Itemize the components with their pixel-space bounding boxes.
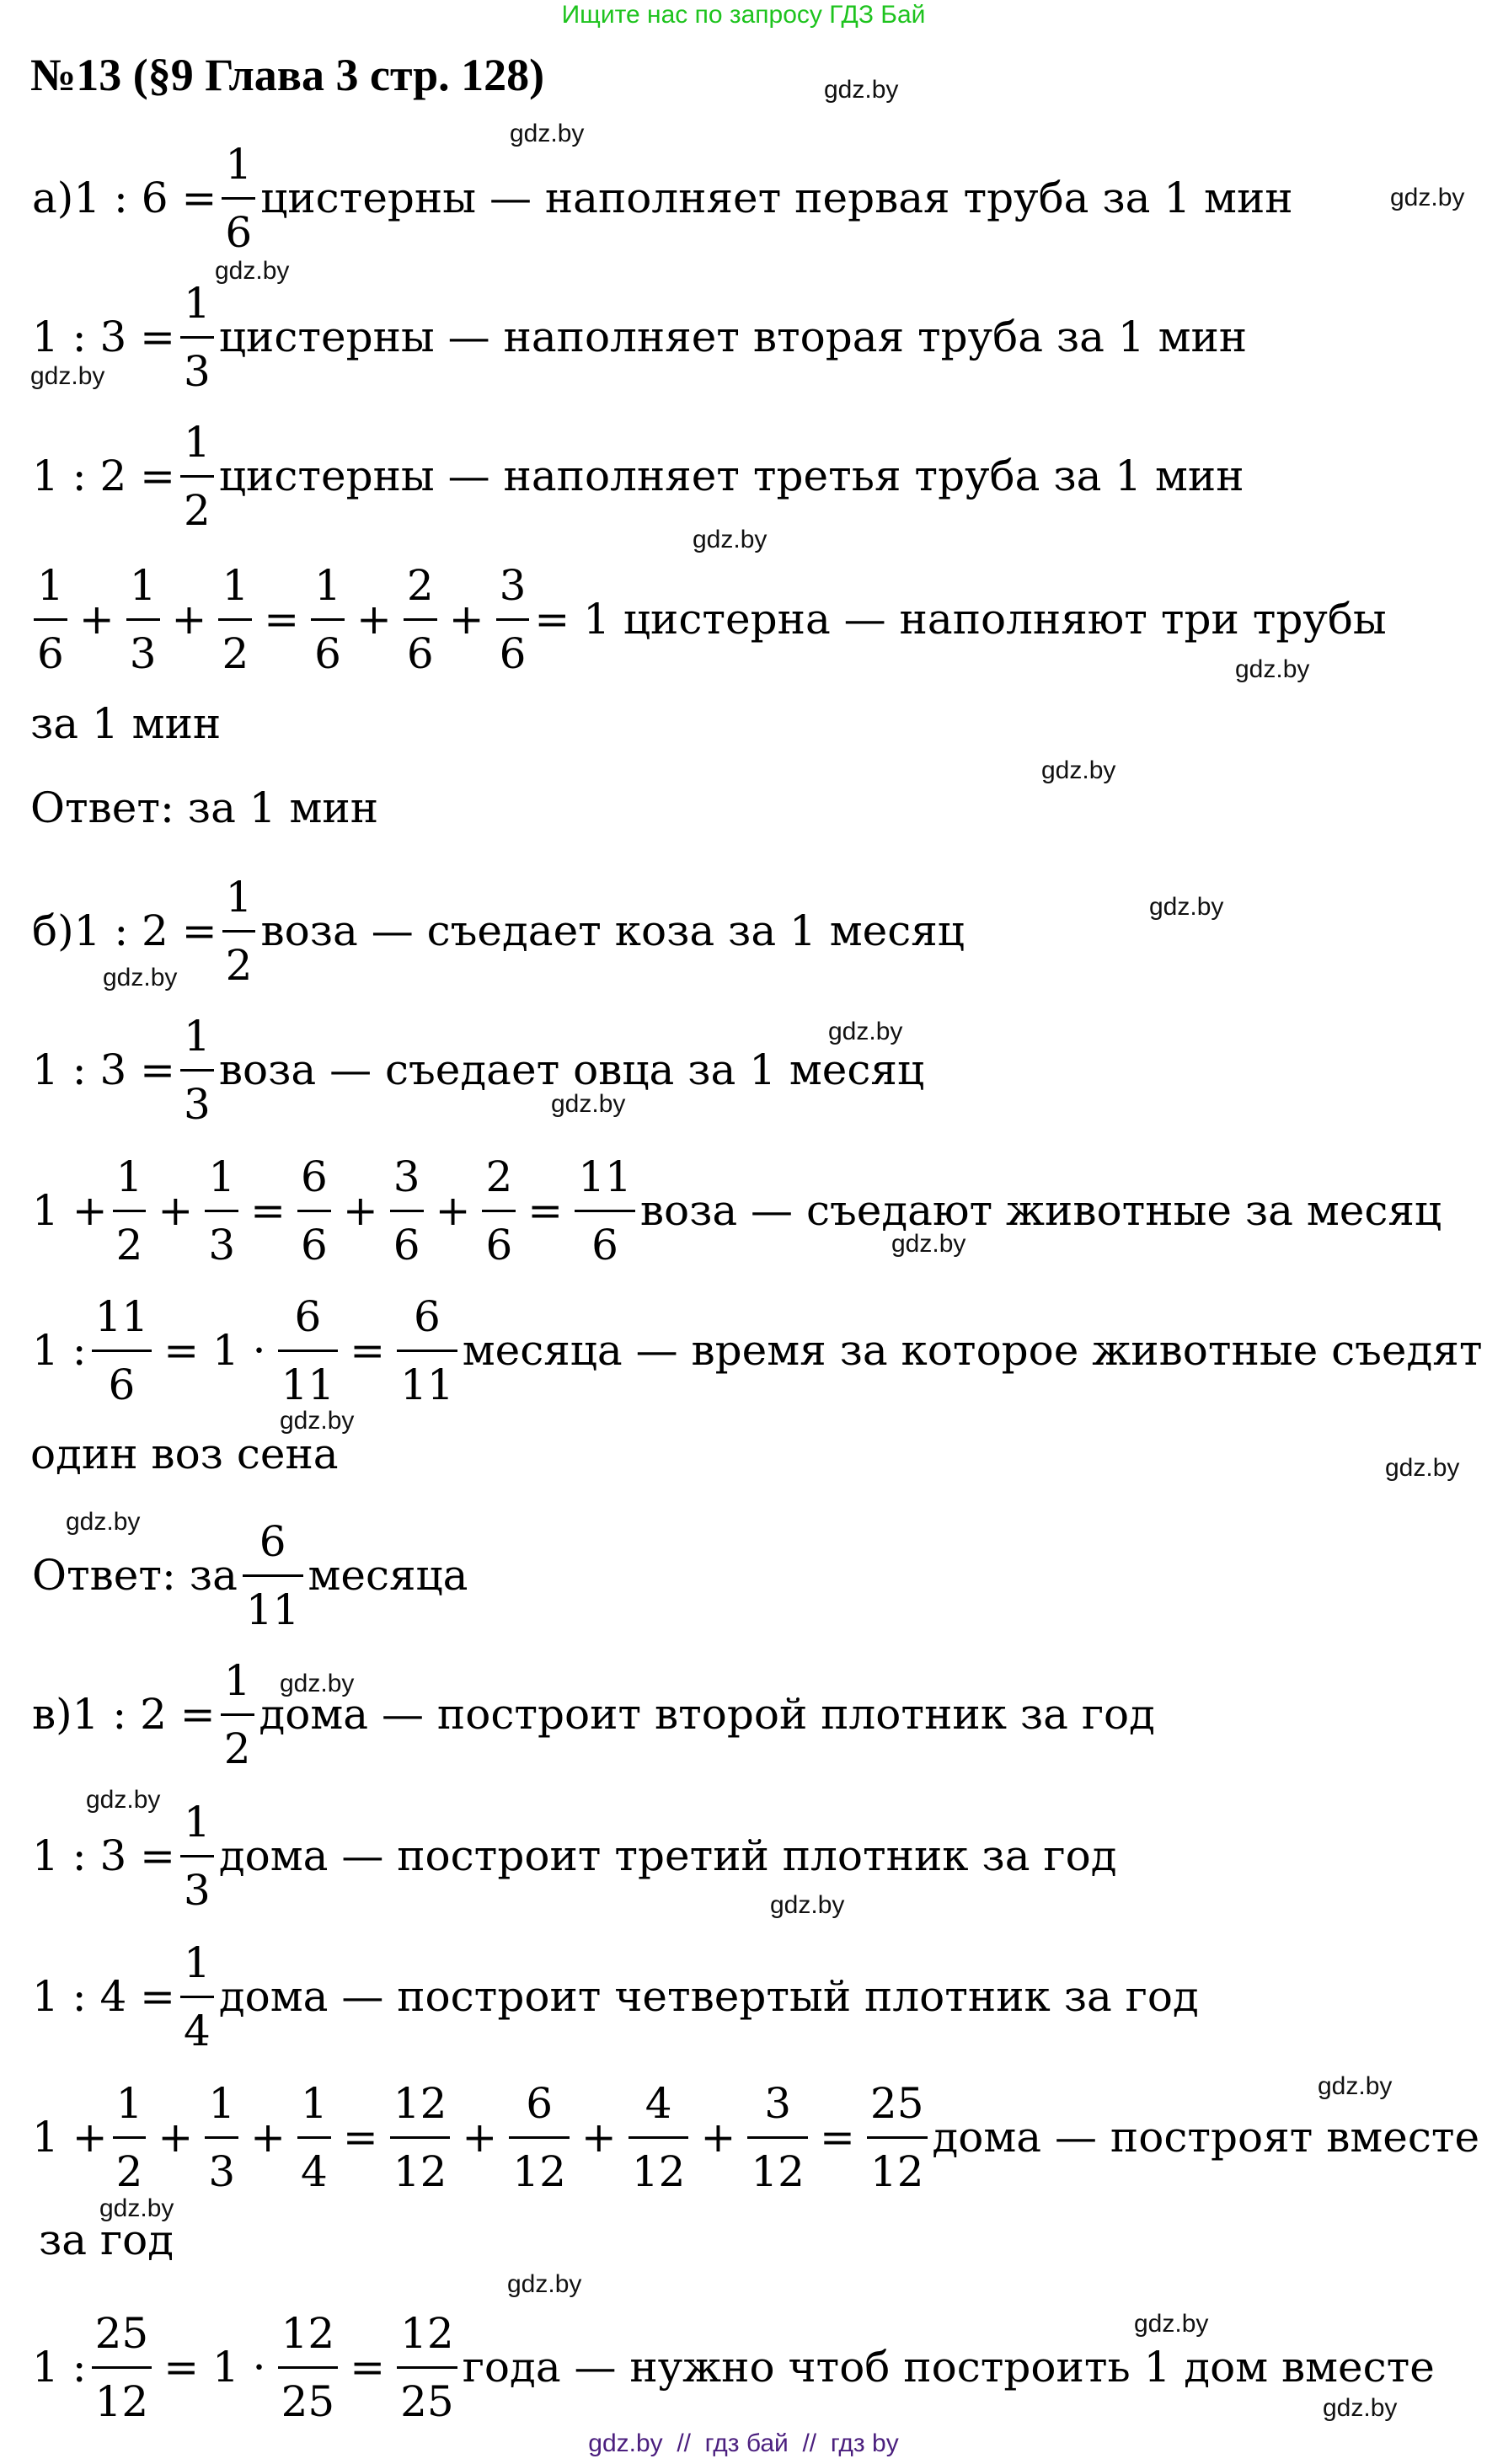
- numerator: 12: [393, 2078, 447, 2128]
- denominator: 3: [208, 1220, 236, 1269]
- expression: 1 : 3 =: [32, 1045, 176, 1094]
- fraction: [180, 1789, 214, 1923]
- fraction: [222, 131, 255, 265]
- watermark: gdz.by: [693, 526, 768, 553]
- denominator: 25: [281, 2376, 335, 2426]
- watermark: gdz.by: [507, 2270, 582, 2298]
- answer-a: Ответ: за 1 мин: [30, 783, 379, 832]
- numerator: 3: [393, 1152, 420, 1201]
- denominator: 3: [129, 628, 157, 678]
- fraction: [278, 1284, 339, 1418]
- denominator: 6: [37, 628, 64, 678]
- numerator: 3: [764, 2078, 792, 2128]
- line-continuation: один воз сена: [30, 1430, 339, 1478]
- numerator: 1: [184, 417, 211, 467]
- fraction: [867, 2071, 928, 2205]
- numerator: 1: [115, 1152, 143, 1201]
- numerator: 1: [225, 872, 253, 922]
- denominator: 11: [400, 1360, 454, 1409]
- line-continuation: за год: [39, 2215, 174, 2264]
- fraction: [390, 1144, 424, 1278]
- watermark: gdz.by: [86, 1786, 161, 1814]
- fraction: [390, 2071, 451, 2205]
- solution-line: [30, 1139, 1443, 1282]
- plus-sign: +: [171, 595, 207, 644]
- equals-sign: =: [342, 2113, 378, 2162]
- fraction: [218, 553, 252, 687]
- denominator: 6: [108, 1360, 136, 1409]
- denominator: 12: [631, 2146, 686, 2196]
- watermark: gdz.by: [1318, 2072, 1393, 2100]
- numerator: 1: [115, 2078, 143, 2128]
- solution-line: [30, 1925, 1201, 2068]
- numerator: 1: [314, 560, 341, 610]
- denominator: 6: [314, 628, 341, 678]
- denominator: 4: [184, 2006, 211, 2055]
- numerator: 1: [184, 1938, 211, 1987]
- denominator: 6: [591, 1220, 618, 1269]
- denominator: 6: [499, 628, 527, 678]
- fraction: [747, 2071, 808, 2205]
- line-text: воза — съедает коза за 1 месяц: [260, 906, 965, 955]
- denominator: 11: [281, 1360, 335, 1409]
- numerator: 12: [400, 2308, 454, 2358]
- equals-sign: =: [264, 595, 300, 644]
- plus-sign: +: [250, 2113, 286, 2162]
- numerator: 11: [578, 1152, 632, 1201]
- numerator: 2: [485, 1152, 513, 1201]
- line-text: месяца — время за которое животные съедят: [462, 1326, 1483, 1375]
- denominator: 3: [184, 346, 211, 396]
- plus-sign: +: [435, 1186, 471, 1235]
- watermark: gdz.by: [1385, 1454, 1460, 1482]
- denominator: 12: [94, 2376, 149, 2426]
- solution-line: [30, 548, 1388, 691]
- line-continuation: за 1 мин: [30, 699, 222, 748]
- numerator: 25: [94, 2308, 149, 2358]
- plus-sign: +: [580, 2113, 617, 2162]
- fraction: [205, 1144, 238, 1278]
- numerator: 1: [225, 139, 253, 189]
- denominator: 2: [115, 1220, 143, 1269]
- line-text: дома — построит четвертый плотник за год: [218, 1972, 1199, 2021]
- expression: 1 : 2 =: [32, 452, 176, 500]
- line-text: дома — построит второй плотник за год: [259, 1690, 1155, 1739]
- denominator: 12: [869, 2146, 924, 2196]
- watermark: gdz.by: [510, 120, 585, 147]
- fraction: [509, 2071, 570, 2205]
- fraction: [205, 2071, 238, 2205]
- watermark: gdz.by: [891, 1230, 966, 1258]
- watermark: gdz.by: [1390, 184, 1465, 211]
- numerator: 6: [294, 1291, 322, 1341]
- numerator: 2: [406, 560, 434, 610]
- denominator: 2: [222, 628, 249, 678]
- denominator: 4: [301, 2146, 328, 2196]
- plus-sign: +: [448, 595, 484, 644]
- line-text: месяца: [308, 1551, 468, 1600]
- fraction: [297, 2071, 331, 2205]
- watermark: gdz.by: [770, 1891, 845, 1919]
- watermark: gdz.by: [30, 362, 105, 390]
- numerator: 1: [222, 560, 249, 610]
- numerator: 1: [208, 2078, 236, 2128]
- watermark: gdz.by: [1235, 655, 1310, 683]
- fraction: [397, 2301, 457, 2435]
- expression: в)1 : 2 =: [32, 1690, 216, 1739]
- fraction: [34, 553, 67, 687]
- solution-line: [30, 998, 926, 1141]
- fraction: [180, 1930, 214, 2064]
- fraction: [243, 1509, 303, 1643]
- denominator: 3: [184, 1865, 211, 1915]
- fraction: [397, 1284, 457, 1418]
- denominator: 3: [184, 1079, 211, 1129]
- line-text: цистерны — наполняет вторая труба за 1 мин: [218, 313, 1248, 361]
- numerator: 1: [184, 1797, 211, 1847]
- equals-sign: =: [350, 2343, 386, 2392]
- fraction: [297, 1144, 331, 1278]
- denominator: 2: [115, 2146, 143, 2196]
- watermark: gdz.by: [828, 1018, 903, 1045]
- numerator: 4: [645, 2078, 672, 2128]
- solution-line: [30, 2066, 1481, 2209]
- fraction: [180, 1003, 214, 1137]
- solution-line: [30, 1643, 1157, 1786]
- numerator: 1: [184, 1011, 211, 1061]
- denominator: 25: [400, 2376, 454, 2426]
- expression: 1 :: [32, 2343, 87, 2392]
- expression: = 1 ·: [163, 2343, 266, 2392]
- equals-sign: =: [819, 2113, 855, 2162]
- expression: Ответ: за: [32, 1551, 238, 1600]
- denominator: 6: [225, 207, 253, 257]
- plus-sign: +: [158, 2113, 194, 2162]
- line-text: года — нужно чтоб построить 1 дом вместе: [462, 2343, 1435, 2392]
- denominator: 2: [225, 940, 253, 990]
- watermark: gdz.by: [1323, 2394, 1398, 2422]
- page-title: №13 (§9 Глава 3 стр. 128): [30, 50, 545, 100]
- solution-line: [30, 404, 1246, 548]
- denominator: 6: [301, 1220, 328, 1269]
- plus-sign: +: [462, 2113, 498, 2162]
- expression: 1 :: [32, 1326, 87, 1375]
- fraction: [482, 1144, 516, 1278]
- denominator: 3: [208, 2146, 236, 2196]
- watermark: gdz.by: [1149, 893, 1224, 921]
- numerator: 12: [281, 2308, 335, 2358]
- watermark: gdz.by: [280, 1670, 355, 1697]
- denominator: 2: [184, 485, 211, 535]
- plus-sign: +: [700, 2113, 736, 2162]
- plus-sign: +: [342, 1186, 378, 1235]
- fraction: [180, 409, 214, 543]
- numerator: 1: [129, 560, 157, 610]
- equals-sign: =: [527, 1186, 564, 1235]
- expression: 1 : 3 =: [32, 313, 176, 361]
- line-text: воза — съедают животные за месяц: [639, 1186, 1442, 1235]
- solution-line: [30, 1279, 1484, 1422]
- numerator: 11: [94, 1291, 149, 1341]
- solution-line: [30, 1784, 1118, 1927]
- watermark: gdz.by: [551, 1090, 626, 1118]
- denominator: 6: [406, 628, 434, 678]
- fraction: [404, 553, 437, 687]
- line-text: цистерны — наполняет первая труба за 1 мин: [260, 174, 1293, 222]
- plus-sign: +: [78, 595, 115, 644]
- denominator: 12: [751, 2146, 805, 2196]
- watermark: gdz.by: [215, 257, 290, 285]
- equals-sign: =: [350, 1326, 386, 1375]
- numerator: 6: [526, 2078, 554, 2128]
- expression: б)1 : 2 =: [32, 906, 217, 955]
- fraction: [92, 1284, 152, 1418]
- line-text: = 1 цистерна — наполняют три трубы: [534, 595, 1387, 644]
- fraction: [575, 1144, 635, 1278]
- fraction: [92, 2301, 152, 2435]
- denominator: 12: [393, 2146, 447, 2196]
- fraction: [311, 553, 345, 687]
- line-text: дома — построят вместе: [932, 2113, 1480, 2162]
- numerator: 6: [259, 1516, 286, 1566]
- plus-sign: +: [158, 1186, 194, 1235]
- solution-line: [30, 265, 1249, 409]
- watermark: gdz.by: [824, 76, 899, 104]
- solution-line: [30, 126, 1295, 270]
- denominator: 12: [512, 2146, 566, 2196]
- denominator: 6: [393, 1220, 420, 1269]
- numerator: 1: [184, 278, 211, 328]
- fraction: [126, 553, 160, 687]
- numerator: 1: [301, 2078, 328, 2128]
- fraction: [221, 1648, 254, 1782]
- fraction: [278, 2301, 339, 2435]
- line-text: воза — съедает овца за 1 месяц: [218, 1045, 925, 1094]
- numerator: 25: [869, 2078, 924, 2128]
- line-text: цистерны — наполняет третья труба за 1 мин: [218, 452, 1244, 500]
- numerator: 3: [499, 560, 527, 610]
- fraction: [628, 2071, 689, 2205]
- watermark: gdz.by: [280, 1407, 355, 1435]
- watermark: gdz.by: [99, 2194, 174, 2222]
- fraction: [113, 2071, 147, 2205]
- numerator: 1: [223, 1655, 251, 1705]
- numerator: 6: [414, 1291, 441, 1341]
- denominator: 11: [245, 1585, 300, 1634]
- expression: 1 +: [32, 1186, 108, 1235]
- search-banner[interactable]: Ищите нас по запросу ГДЗ Бай: [561, 1, 926, 29]
- numerator: 1: [208, 1152, 236, 1201]
- denominator: 6: [485, 1220, 513, 1269]
- expression: = 1 ·: [163, 1326, 266, 1375]
- denominator: 2: [223, 1724, 251, 1773]
- numerator: 1: [37, 560, 64, 610]
- fraction: [222, 864, 256, 998]
- fraction: [496, 553, 530, 687]
- watermark: gdz.by: [103, 964, 178, 991]
- fraction: [180, 270, 214, 404]
- line-text: дома — построит третий плотник за год: [218, 1831, 1117, 1880]
- expression: 1 : 3 =: [32, 1831, 176, 1880]
- solution-line: [30, 2296, 1436, 2439]
- numerator: 6: [301, 1152, 328, 1201]
- expression: а)1 : 6 =: [32, 174, 217, 222]
- expression: 1 +: [32, 2113, 108, 2162]
- watermark: gdz.by: [66, 1508, 141, 1536]
- fraction: [113, 1144, 147, 1278]
- expression: 1 : 4 =: [32, 1972, 176, 2021]
- footer-links[interactable]: gdz.by // гдз бай // гдз by: [588, 2429, 899, 2457]
- equals-sign: =: [250, 1186, 286, 1235]
- watermark: gdz.by: [1041, 756, 1116, 784]
- plus-sign: +: [356, 595, 392, 644]
- watermark: gdz.by: [1134, 2310, 1209, 2338]
